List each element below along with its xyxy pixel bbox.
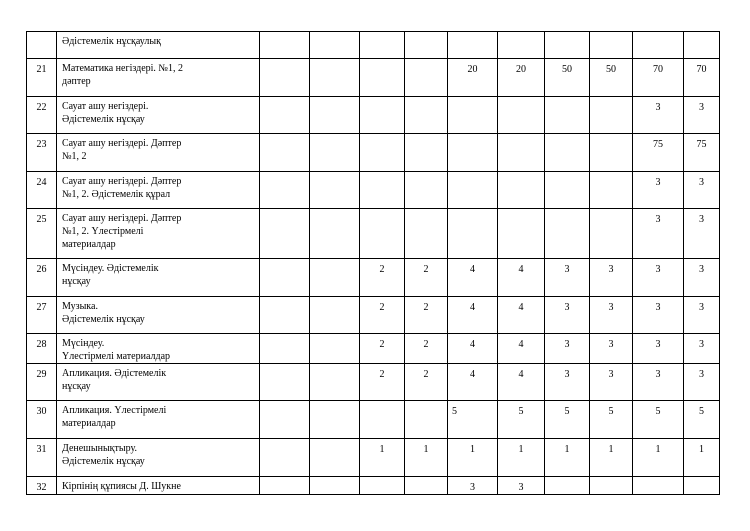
table-row [27,97,720,134]
value-cell: 4 [448,297,498,334]
value-cell [448,97,498,134]
value-cell [260,477,310,495]
value-cell: 2 [360,297,405,334]
value-cell: 3 [633,364,684,401]
item-name-cell [57,401,260,439]
value-cell: 3 [684,334,720,364]
row-number: 24 [27,172,57,209]
item-name-line: нұсқау [62,381,91,392]
value-cell: 3 [633,334,684,364]
item-name-cell [57,259,260,297]
value-cell: 5 [633,401,684,439]
value-cell [360,59,405,97]
item-name-cell [57,364,260,401]
value-cell [310,134,360,172]
item-name-cell [57,334,260,364]
value-cell: 75 [684,134,720,172]
table-row [27,401,720,439]
value-cell: 3 [684,209,720,259]
value-cell: 70 [633,59,684,97]
item-name-line: Математика негіздері. №1, 2 [62,63,183,74]
item-name-line: №1, 2. Үлестірмелі [62,226,144,237]
value-cell [360,97,405,134]
item-name-line: Үлестірмелі материалдар [62,351,171,362]
row-number: 29 [27,364,57,401]
row-number: 25 [27,209,57,259]
table-body [27,32,720,495]
value-cell: 3 [590,297,633,334]
item-name-cell [57,297,260,334]
value-cell [260,297,310,334]
value-cell: 4 [448,334,498,364]
value-cell [590,134,633,172]
value-cell: 50 [545,59,590,97]
value-cell [310,364,360,401]
item-name-line: Әдістемелік нұсқау [62,114,145,125]
value-cell: 1 [590,439,633,477]
table-row [27,477,720,495]
value-cell: 70 [684,59,720,97]
item-name-line: Музыка. [62,301,98,312]
value-cell: 2 [405,364,448,401]
value-cell: 3 [633,172,684,209]
value-cell: 5 [684,401,720,439]
value-cell [260,172,310,209]
value-cell: 1 [545,439,590,477]
value-cell: 3 [684,172,720,209]
value-cell: 2 [405,259,448,297]
value-cell [498,134,545,172]
row-number: 26 [27,259,57,297]
value-cell [448,32,498,59]
value-cell [310,259,360,297]
item-name-cell [57,32,260,59]
value-cell [260,59,310,97]
item-name-line: Әдістемелік нұсқау [62,456,145,467]
item-name-cell [57,477,260,495]
value-cell [405,134,448,172]
table-row [27,259,720,297]
item-name-cell [57,172,260,209]
value-cell [633,32,684,59]
value-cell [360,209,405,259]
item-name-line: Мүсіндеу. [62,338,105,349]
value-cell [260,364,310,401]
table-row [27,32,720,59]
value-cell: 3 [498,477,545,495]
item-name-line: Кірпінің құпиясы Д. Шукне [62,481,181,492]
value-cell: 5 [498,401,545,439]
value-cell [448,209,498,259]
value-cell: 20 [448,59,498,97]
row-number [27,32,57,59]
table-row [27,439,720,477]
value-cell: 3 [590,259,633,297]
value-cell: 4 [498,364,545,401]
value-cell: 3 [545,364,590,401]
value-cell [310,401,360,439]
value-cell [498,172,545,209]
value-cell [360,172,405,209]
value-cell [260,259,310,297]
item-name-line: материалдар [62,418,116,429]
value-cell: 3 [684,259,720,297]
value-cell: 50 [590,59,633,97]
value-cell: 1 [405,439,448,477]
value-cell: 2 [360,259,405,297]
table-row [27,172,720,209]
value-cell [310,97,360,134]
value-cell [590,32,633,59]
value-cell [545,97,590,134]
value-cell [360,401,405,439]
item-name-cell [57,209,260,259]
value-cell [310,477,360,495]
item-name-line: Сауат ашу негіздері. [62,101,149,112]
value-cell: 4 [448,259,498,297]
value-cell: 3 [545,297,590,334]
item-name-line: Апликация. Әдістемелік [62,368,167,379]
value-cell: 3 [590,364,633,401]
value-cell: 20 [498,59,545,97]
row-number: 21 [27,59,57,97]
value-cell [260,209,310,259]
row-number: 28 [27,334,57,364]
value-cell: 1 [360,439,405,477]
value-cell [498,32,545,59]
value-cell [260,334,310,364]
value-cell: 3 [633,209,684,259]
value-cell: 1 [684,439,720,477]
table-row [27,59,720,97]
value-cell: 5 [448,401,498,439]
value-cell [590,97,633,134]
value-cell: 2 [405,334,448,364]
value-cell [448,134,498,172]
item-name-cell [57,134,260,172]
value-cell: 4 [498,259,545,297]
item-name-line: Әдістемелік нұсқау [62,314,145,325]
value-cell: 4 [448,364,498,401]
value-cell [633,477,684,495]
value-cell [310,32,360,59]
value-cell [310,59,360,97]
value-cell [260,401,310,439]
value-cell: 3 [545,259,590,297]
item-name-cell [57,59,260,97]
value-cell [310,439,360,477]
item-name-line: Денешынықтыру. [62,443,137,454]
value-cell: 2 [360,334,405,364]
value-cell: 1 [448,439,498,477]
value-cell [360,477,405,495]
value-cell [545,209,590,259]
value-cell [360,32,405,59]
value-cell: 3 [633,97,684,134]
value-cell: 75 [633,134,684,172]
item-name-line: Әдістемелік нұсқаулық [62,36,161,47]
table-row [27,297,720,334]
table-row [27,334,720,364]
item-name-line: №1, 2 [62,151,87,162]
value-cell [310,297,360,334]
value-cell [260,32,310,59]
value-cell [590,172,633,209]
value-cell: 3 [590,334,633,364]
row-number: 31 [27,439,57,477]
value-cell: 3 [633,297,684,334]
value-cell [405,97,448,134]
row-number: 27 [27,297,57,334]
value-cell [405,32,448,59]
value-cell [405,172,448,209]
row-number: 23 [27,134,57,172]
value-cell: 1 [498,439,545,477]
value-cell [684,32,720,59]
value-cell [405,209,448,259]
value-cell [310,172,360,209]
item-name-line: дәптер [62,76,91,87]
value-cell [360,134,405,172]
value-cell: 3 [545,334,590,364]
value-cell: 3 [633,259,684,297]
table-row [27,364,720,401]
value-cell [310,334,360,364]
value-cell: 3 [684,297,720,334]
value-cell [405,477,448,495]
value-cell [590,477,633,495]
item-name-cell [57,97,260,134]
value-cell: 3 [684,364,720,401]
value-cell [448,172,498,209]
item-name-line: Сауат ашу негіздері. Дәптер [62,176,182,187]
table-row [27,209,720,259]
value-cell [545,172,590,209]
value-cell [260,439,310,477]
value-cell [545,134,590,172]
item-name-line: №1, 2. Әдістемелік құрал [62,189,171,200]
row-number: 32 [27,477,57,495]
value-cell: 5 [545,401,590,439]
value-cell: 2 [360,364,405,401]
value-cell: 2 [405,297,448,334]
item-name-line: Апликация. Үлестірмелі [62,405,167,416]
value-cell [684,477,720,495]
row-number: 22 [27,97,57,134]
value-cell [405,59,448,97]
value-cell: 5 [590,401,633,439]
value-cell: 4 [498,297,545,334]
value-cell [545,32,590,59]
item-name-line: нұсқау [62,276,91,287]
value-cell [498,209,545,259]
row-number: 30 [27,401,57,439]
value-cell [260,97,310,134]
value-cell: 1 [633,439,684,477]
table-row [27,134,720,172]
item-name-cell [57,439,260,477]
item-name-line: Сауат ашу негіздері. Дәптер [62,138,182,149]
value-cell [405,401,448,439]
value-cell [590,209,633,259]
value-cell: 3 [448,477,498,495]
value-cell [498,97,545,134]
value-cell [545,477,590,495]
value-cell: 4 [498,334,545,364]
value-cell [260,134,310,172]
materials-table [26,31,720,495]
value-cell: 3 [684,97,720,134]
item-name-line: Мүсіндеу. Әдістемелік [62,263,159,274]
value-cell [310,209,360,259]
item-name-line: Сауат ашу негіздері. Дәптер [62,213,182,224]
item-name-line: материалдар [62,239,116,250]
